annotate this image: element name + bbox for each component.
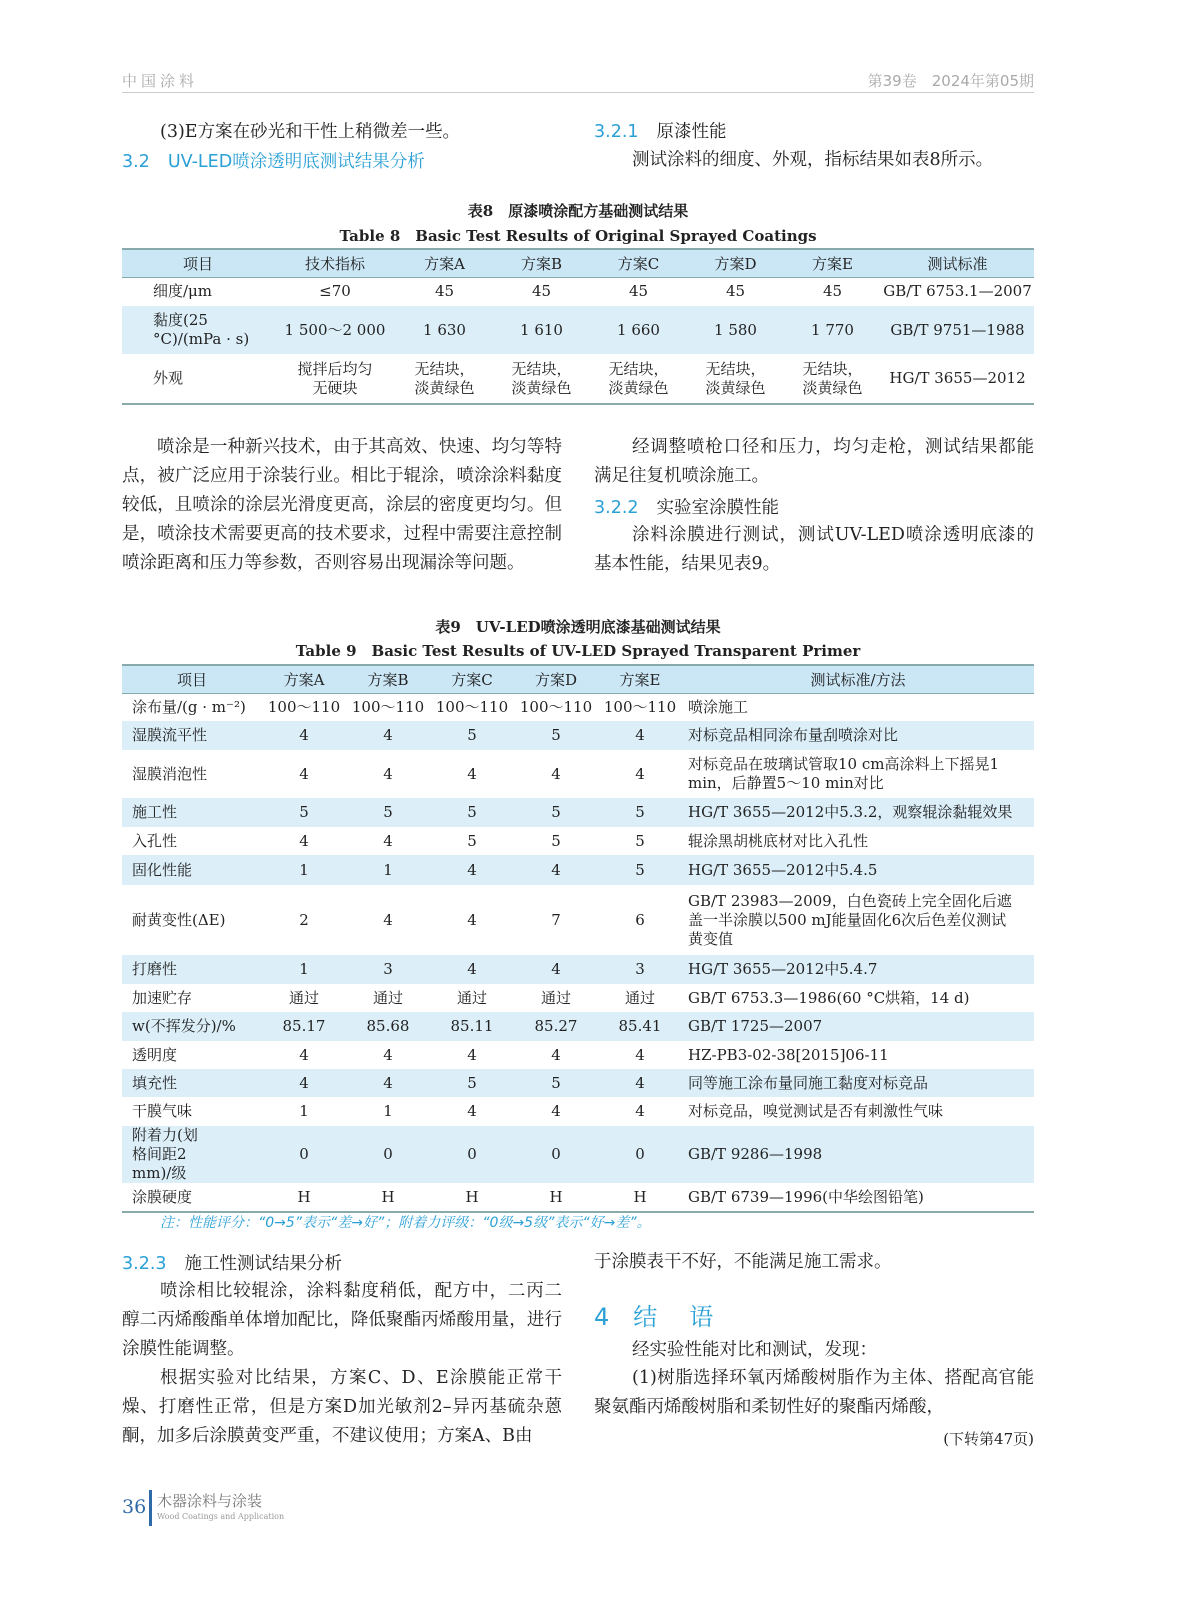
section-heading-3-2: 3.2 UV-LED喷涂透明底测试结果分析	[122, 152, 425, 172]
row-label: 湿膜消泡性	[132, 764, 208, 783]
cell-value: 通过	[624, 988, 655, 1007]
cell-value: 85.41	[598, 1012, 682, 1041]
col-header: 测试标准	[881, 249, 1034, 277]
cell-value: 0	[514, 1126, 598, 1183]
cell-value: 4	[467, 1045, 477, 1064]
cell-value: H	[262, 1183, 346, 1212]
cell-value: 100～110	[267, 697, 341, 716]
cell-value: 5	[514, 1069, 598, 1097]
section-heading-3-2-2: 3.2.2 实验室涂膜性能	[594, 498, 780, 518]
test-method: 对标竞品在玻璃试管取10 cm高涂料上下摇晃1 min，后静置5～10 min对比	[688, 755, 1000, 792]
paragraph: 于涂膜表干不好，不能满足施工需求。	[594, 1252, 892, 1272]
cell-value: 0	[262, 1126, 346, 1183]
cell-value: 0	[598, 1126, 682, 1183]
cell-value: 4	[514, 855, 598, 885]
cell-value: 通过	[288, 988, 319, 1007]
row-label: 打磨性	[122, 955, 262, 984]
cell-value: 1	[383, 1102, 393, 1120]
cell-value: 1	[262, 955, 346, 984]
cell-value: 2	[299, 910, 309, 929]
col-header: 方案C	[590, 249, 687, 277]
cell-value: 4	[383, 764, 393, 783]
cell-value: 4	[430, 855, 514, 885]
table-caption-cn: 表9 UV-LED喷涂透明底漆基础测试结果	[435, 618, 721, 636]
row-label: 湿膜流平性	[122, 721, 262, 750]
test-method: 辊涂黑胡桃底材对比入孔性	[688, 831, 869, 850]
table-row: 外观 搅拌后均匀无硬块 无结块，淡黄绿色 无结块，淡黄绿色 无结块，淡黄绿色 无结块，淡黄绿色 无结块，淡黄绿色 HG/T 3655—2012	[122, 354, 1034, 404]
paragraph: 经调整喷枪口径和压力，均匀走枪，测试结果都能满足往复机喷涂施工。	[594, 437, 1034, 486]
table-row	[122, 1097, 1034, 1126]
table-9	[122, 664, 1034, 1213]
table-row	[122, 984, 1034, 1012]
cell-value: 4	[262, 721, 346, 750]
test-method: 对标竞品相同涂布量刮喷涂对比	[682, 721, 1034, 750]
cell-value: 4	[467, 764, 477, 783]
row-label: 附着力(划格间距2 mm)/级	[122, 1126, 262, 1183]
cell-value: 85.17	[262, 1012, 346, 1041]
table-row	[122, 1183, 1034, 1212]
test-method: 同等施工涂布量同施工黏度对标竞品	[682, 1069, 1034, 1097]
cell-value: H	[598, 1183, 682, 1212]
table-8	[122, 248, 1034, 405]
cell-value: H	[430, 1183, 514, 1212]
paragraph: 根据实验对比结果，方案C、D、E涂膜能正常干燥、打磨性正常，但是方案D加光敏剂2–异丙基硫杂蒽酮，加多后涂膜黄变严重，不建议使用；方案A、B由	[122, 1368, 562, 1446]
cell-value: 4	[346, 1069, 430, 1097]
table-row	[122, 955, 1034, 984]
table-row	[122, 1012, 1034, 1041]
cell-value: 通过	[372, 988, 403, 1007]
test-method: HG/T 3655—2012中5.3.2，观察辊涂黏辊效果	[682, 798, 1034, 827]
page-number: 36	[122, 1496, 147, 1518]
col-header: 方案A	[396, 249, 493, 277]
paragraph: 喷涂是一种新兴技术，由于其高效、快速、均匀等特点，被广泛应用于涂装行业。相比于辊涂，喷涂涂料黏度较低，且喷涂的涂层光滑度更高，涂层的密度更均匀。但是，喷涂技术需要更高的技术要求，过程中需要注意控制喷涂距离和压力等参数，否则容易出现漏涂等问题。	[122, 437, 562, 573]
test-method: 喷涂施工	[688, 697, 749, 716]
table-row	[122, 855, 1034, 885]
col-header: 项目	[122, 249, 274, 277]
paragraph: (1)树脂选择环氧丙烯酸树脂作为主体、搭配高官能聚氨酯丙烯酸树脂和柔韧性好的聚酯丙烯酸，	[594, 1368, 1034, 1417]
cell-value: 7	[551, 910, 561, 929]
cell-value: 1	[262, 855, 346, 885]
continuation-note: (下转第47页)	[943, 1430, 1034, 1448]
table-row	[122, 750, 1034, 798]
cell-value: 4	[467, 1102, 477, 1120]
section-heading-3-2-1: 3.2.1 原漆性能	[594, 122, 727, 142]
cell-value: 4	[551, 764, 561, 783]
cell-value: 5	[430, 798, 514, 827]
cell-value: H	[346, 1183, 430, 1212]
cell-value: 4	[383, 831, 393, 850]
cell-value: 4	[598, 721, 682, 750]
cell-value: 5	[598, 798, 682, 827]
table-row	[122, 798, 1034, 827]
table-note: 注：性能评分：“0→5”表示“差→好”；附着力评级：“0级→5级”表示“好→差”。	[160, 1215, 651, 1231]
cell-value: 4	[346, 721, 430, 750]
section-heading-3-2-3: 3.2.3 施工性测试结果分析	[122, 1254, 343, 1274]
row-label: 加速贮存	[132, 988, 193, 1007]
cell-value: 4	[430, 955, 514, 984]
cell-value: 3	[598, 955, 682, 984]
cell-value: 5	[262, 798, 346, 827]
cell-value: 5	[346, 798, 430, 827]
footer-journal-en: Wood Coatings and Application	[157, 1512, 285, 1521]
cell-value: 5	[514, 798, 598, 827]
row-label: 入孔性	[132, 831, 178, 850]
test-method: HG/T 3655—2012中5.4.5	[682, 855, 1034, 885]
header-divider	[122, 92, 1034, 93]
cell-value: 4	[551, 1045, 561, 1064]
cell-value: 4	[299, 1045, 309, 1064]
paragraph: 喷涂相比较辊涂，涂料黏度稍低，配方中，二丙二醇二丙烯酸酯单体增加配比，降低聚酯丙烯酸用量，进行涂膜性能调整。	[122, 1281, 562, 1359]
cell-value: 5	[467, 831, 477, 850]
table-header-row: 项目 方案A 方案B 方案C 方案D 方案E 测试标准/方法	[122, 665, 1034, 693]
cell-value: 85.27	[514, 1012, 598, 1041]
row-label: 施工性	[122, 798, 262, 827]
row-label: 耐黄变性(ΔE)	[132, 910, 226, 929]
table-row	[122, 1069, 1034, 1097]
footer-bar	[149, 1490, 152, 1526]
cell-value: 1	[346, 855, 430, 885]
cell-value: 5	[430, 721, 514, 750]
test-method: GB/T 9286—1998	[682, 1126, 1034, 1183]
journal-name: 中国涂料	[122, 72, 199, 90]
cell-value: 0	[430, 1126, 514, 1183]
section-heading-4: 4 结 语	[594, 1303, 718, 1331]
table-caption-en: Table 9 Basic Test Results of UV-LED Sprayed Transparent Primer	[295, 642, 861, 660]
row-label: 涂布量/(g · m⁻²)	[132, 697, 246, 716]
table-row	[122, 885, 1034, 955]
cell-value: 3	[346, 955, 430, 984]
table-row	[122, 827, 1034, 855]
cell-value: 4	[383, 910, 393, 929]
test-method: HZ-PB3-02-38[2015]06-11	[688, 1045, 889, 1064]
table-row	[122, 1126, 1034, 1183]
cell-value: 85.11	[430, 1012, 514, 1041]
cell-value: 4	[635, 1102, 645, 1120]
row-label: w(不挥发分)/%	[122, 1012, 262, 1041]
cell-value: 4	[262, 1069, 346, 1097]
table-row	[122, 693, 1034, 721]
cell-value: 4	[551, 1102, 561, 1120]
list-item-3: (3)E方案在砂光和干性上稍微差一些。	[160, 122, 461, 142]
test-method: 对标竞品，嗅觉测试是否有刺激性气味	[688, 1102, 944, 1120]
cell-value: 100～110	[435, 697, 509, 716]
col-header: 技术指标	[274, 249, 396, 277]
cell-value: 0	[346, 1126, 430, 1183]
cell-value: 4	[383, 1045, 393, 1064]
row-label: 涂膜硬度	[122, 1183, 262, 1212]
row-label: 干膜气味	[132, 1102, 193, 1120]
row-label: 填充性	[122, 1069, 262, 1097]
table-row	[122, 1041, 1034, 1069]
cell-value: 100～110	[519, 697, 593, 716]
issue-info: 第39卷 2024年第05期	[867, 72, 1034, 90]
paragraph: 测试涂料的细度、外观，指标结果如表8所示。	[632, 150, 994, 170]
col-header: 方案D	[687, 249, 784, 277]
cell-value: 4	[299, 831, 309, 850]
cell-value: 5	[635, 831, 645, 850]
cell-value: 100～110	[351, 697, 425, 716]
table-caption-cn: 表8 原漆喷涂配方基础测试结果	[467, 202, 689, 220]
cell-value: 4	[635, 1045, 645, 1064]
col-header: 方案B	[493, 249, 590, 277]
cell-value: 100～110	[603, 697, 677, 716]
cell-value: 通过	[456, 988, 487, 1007]
table-header-row	[122, 249, 1034, 277]
test-method: GB/T 1725—2007	[682, 1012, 1034, 1041]
cell-value: 4	[598, 1069, 682, 1097]
cell-value: 4	[514, 955, 598, 984]
test-method: HG/T 3655—2012中5.4.7	[682, 955, 1034, 984]
cell-value: 85.68	[346, 1012, 430, 1041]
col-header: 方案E	[784, 249, 881, 277]
row-label: 透明度	[132, 1045, 178, 1064]
cell-value: 4	[467, 910, 477, 929]
cell-value: 通过	[540, 988, 571, 1007]
cell-value: 4	[635, 764, 645, 783]
test-method: GB/T 6739—1996(中华绘图铅笔)	[682, 1183, 1034, 1212]
cell-value: 5	[551, 831, 561, 850]
table-caption-en: Table 8 Basic Test Results of Original Sprayed Coatings	[339, 227, 817, 245]
cell-value: H	[514, 1183, 598, 1212]
cell-value: 5	[598, 855, 682, 885]
row-label: 固化性能	[122, 855, 262, 885]
test-method: GB/T 23983—2009，白色瓷砖上完全固化后遮盖一半涂膜以500 mJ能量固化6次后色差仪测试黄变值	[688, 891, 1012, 948]
cell-value: 5	[430, 1069, 514, 1097]
footer-journal-cn: 木器涂料与涂装	[157, 1492, 263, 1510]
cell-value: 4	[299, 764, 309, 783]
table-row: 细度/μm ≤70 45 45 45 45 45 GB/T 6753.1—2007	[153, 282, 1032, 301]
table-row	[122, 721, 1034, 750]
cell-value: 6	[635, 910, 645, 929]
test-method: GB/T 6753.3—1986(60 °C烘箱，14 d)	[688, 988, 970, 1007]
table-row: 黏度(25 °C)/(mPa · s) 1 500～2 000 1 630 1 610 1 660 1 580 1 770 GB/T 9751—1988	[122, 306, 1034, 354]
cell-value: 5	[514, 721, 598, 750]
cell-value: 1	[299, 1102, 309, 1120]
paragraph: 涂料涂膜进行测试，测试UV-LED喷涂透明底漆的基本性能，结果见表9。	[594, 525, 1034, 574]
paragraph: 经实验性能对比和测试，发现：	[632, 1340, 877, 1360]
